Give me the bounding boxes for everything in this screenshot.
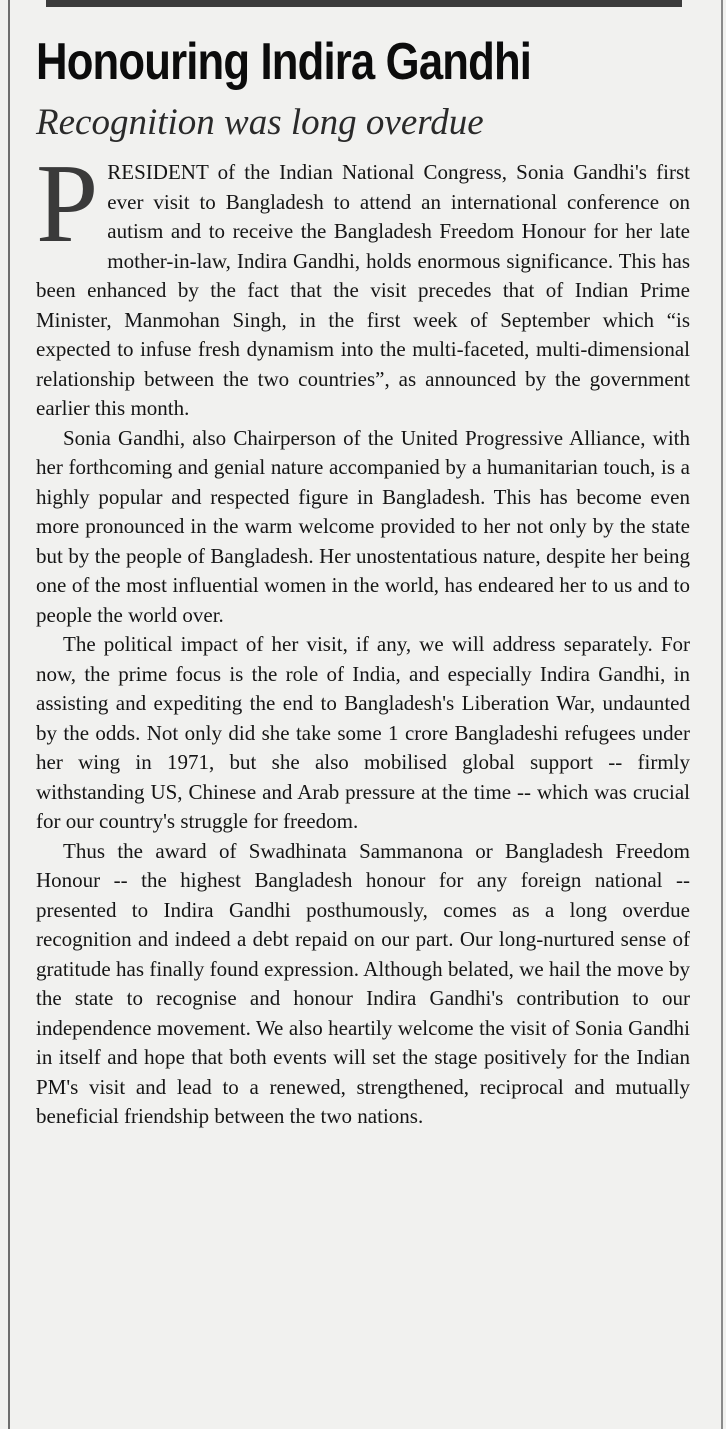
headline: Honouring Indira Gandhi	[36, 33, 532, 91]
paragraph-4: Thus the award of Swadhinata Sammanona or Bangladesh Freedom Honour -- the highest Bangladesh honour for any foreign national -- presented to Indira Gandhi posthumously, comes as a long overdue recognition and indeed a debt repaid on our part. Our long-nurtured sense of gratitude has finally found expression. Although belated, we hail the move by the state to recognise and honour Indira Gandhi's contribution to our independence movement. We also heartily welcome the visit of Sonia Gandhi in itself and hope that both events will set the stage positively for the Indian PM's visit and lead to a renewed, strengthened, reciprocal and mutually beneficial friendship between the two nations.	[36, 838, 690, 1128]
paragraph-1	[36, 142, 690, 424]
top-rule	[46, 0, 682, 7]
article-body	[36, 142, 690, 1132]
right-column-rule	[721, 0, 723, 1429]
drop-cap: P	[36, 142, 99, 266]
paragraph-2: Sonia Gandhi, also Chairperson of the United Progressive Alliance, with her forthcoming and genial nature accompanied by a humanitarian touch, is a highly popular and respected figure in Bangladesh. This has become even more pronounced in the warm welcome provided to her not only by the state but by the people of Bangladesh. Her unostentatious nature, despite her being one of the most influential women in the world, has endeared her to us and to people the world over.	[36, 425, 690, 627]
paragraph-3: The political impact of her visit, if any, we will address separately. For now, the prime focus is the role of India, and especially Indira Gandhi, in assisting and expediting the end to Bangladesh's Liberation War, undaunted by the odds. Not only did she take some 1 crore Bangladeshi refugees under her wing in 1971, but she also mobilised global support -- firmly withstanding US, Chinese and Arab pressure at the time -- which was crucial for our country's struggle for freedom.	[36, 632, 690, 833]
paragraph-1-text: RESIDENT of the Indian National Congress, Sonia Gandhi's first ever visit to Bangladesh to attend an international conference on autism and to receive the Bangladesh Freedom Honour for her late mother-in-law, Indira Gandhi, holds enormous significance. This has been enhanced by the fact that the visit precedes that of Indian Prime Minister, Manmohan Singh, in the first week of September which “is expected to infuse fresh dynamism into the multi-faceted, multi-dimensional relationship between the two countries”, as announced by the government earlier this month.	[36, 160, 690, 420]
subheadline: Recognition was long overdue	[36, 102, 484, 143]
left-column-rule	[8, 0, 10, 1429]
